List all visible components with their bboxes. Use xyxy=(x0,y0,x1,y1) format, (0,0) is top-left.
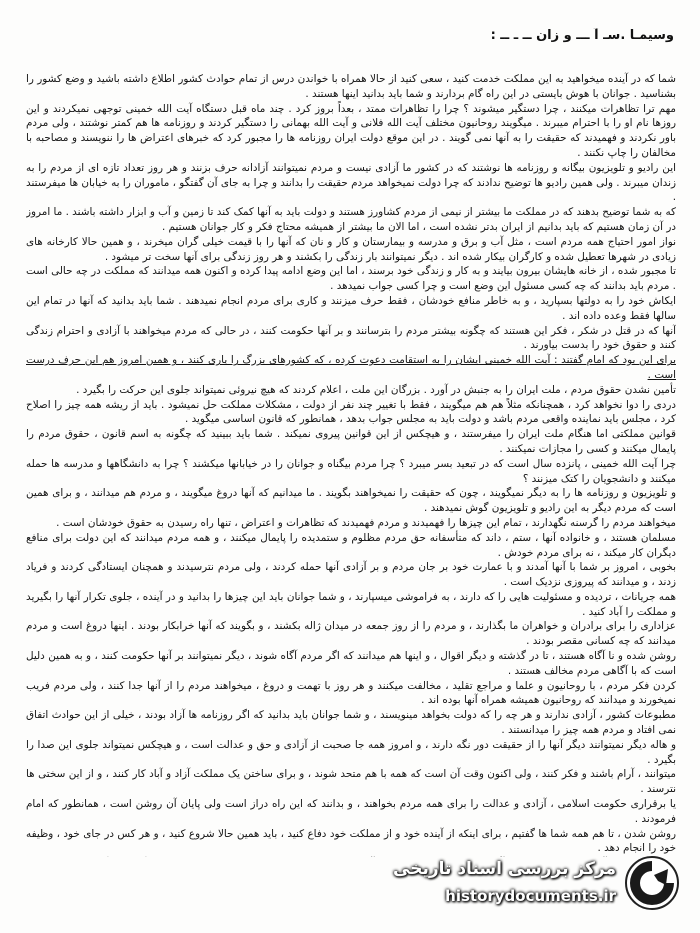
body-paragraph: مهم ترا تظاهرات میکنند ، چرا دستگیر میشوند ؟ چرا را تظاهرات ممتد ، بعداً بروز کرد . چند ماه قبل دستگاه آیت الله خمینی توجهی نمیکردند و این روزها نام او را با احترام میبرند . میگویند روحانیون مختلف آیت الله فلانی و آیت الله بهمانی را دستگیر کردند و روزنامه ها هم کمتر نوشتند ، ولی مردم باور نکردند و فهمیدند که حقیقت را به آنها نمی گویند . در این موقع دولت ایران روزنامه ها را مجبور کرد که خبرهای اعتراض ها را ننویسند و مصاحبه با مخالفان را چاپ نکنند . xyxy=(26,102,676,159)
body-paragraph: تا مجبور شده ، از خانه هایشان بیرون بیایند و به کار و زندگی خود برسند ، اما این وضع ادامه پیدا کرده و اکنون همه میدانند که مملکت در چه حالی است . مردم باید بدانند که چه کسی مسئول این وضع است و چرا کسی جواب نمیدهد . xyxy=(26,265,676,293)
body-paragraph: بخوبی ، امروز بر شما با آنها آمدند و با عمارت خود بر جان مردم و بر آزادی آنها حمله کردند ، ولی مردم نترسیدند و همچنان ایستادگی کردند و فریاد زدند ، و میدانند که پیروزی نزدیک است . xyxy=(26,561,676,589)
body-paragraph: و تلویزیون و روزنامه ها را به دیگر نمیگویند ، چون که حقیقت را نمیخواهند بگویند . ما میدانیم که آنها دروغ میگویند ، و مردم هم میدانند ، و برای همین است که مردم دیگر به این رادیو و تلویزیون گوش نمیدهند . xyxy=(26,487,676,515)
body-paragraph: ایکاش خود را به دولتها بسپارید ، و به خاطر منافع خودشان ، فقط حرف میزنند و کاری برای مردم انجام نمیدهند . شما باید بدانید که آنها در تمام این سالها فقط وعده داده اند . xyxy=(26,294,676,322)
watermark xyxy=(380,849,680,919)
body-paragraph: چرا آیت الله خمینی ، پانزده سال است که در تبعید بسر میبرد ؟ چرا مردم بیگناه و جوانان را در خیابانها میکشند ؟ چرا به دانشگاهها و مدرسه ها حمله میکنند و دانشجویان را کتک میزنند ؟ xyxy=(26,457,676,485)
body-paragraph: مطبوعات کشور ، آزادی ندارند و هر چه را که دولت بخواهد مینویسند ، و شما جوانان باید بدانید که اگر روزنامه ها آزاد بودند ، خیلی از این حوادث اتفاق نمی افتاد و مردم همه چیز را میدانستند . xyxy=(26,709,676,737)
document-body xyxy=(26,72,676,857)
body-paragraph: و هاله دیگر نمیتوانند دیگر آنها را از حقیقت دور نگه دارند ، و امروز همه جا صحبت از آزادی و حق و عدالت است ، و هیچکس نمیتواند جلوی این صدا را بگیرد . xyxy=(26,738,676,766)
archive-logo-icon xyxy=(624,855,680,911)
body-paragraph: تأمین نشدن حقوق مردم ، ملت ایران را به جنبش در آورد . بزرگان این ملت ، اعلام کردند که هیچ نیروئی نمیتواند جلوی این حرکت را بگیرد . xyxy=(76,383,676,396)
body-paragraph: عزاداری را برای برادران و خواهران ما بگذارند ، و مردم را از روز جمعه در میدان ژاله بکشند ، و بگویند که آنها خرابکار بودند . اینها دروغ است و مردم میدانند که چه کسانی مقصر بودند . xyxy=(26,620,676,648)
body-paragraph: همه جریانات ، تردیده و مسئولیت هایی را که دارند ، به فراموشی میسپارند ، و شما جوانان باید این چیزها را بدانید و در آینده ، جلوی تکرار آنها را بگیرید و مملکت را آباد کنید . xyxy=(26,590,676,618)
body-paragraph: این رادیو و تلویزیون بیگانه و روزنامه ها نوشتند که در کشور ما آزادی نیست و مردم نمیتوانند آزادانه حرف بزنند و هر روز تعداد تازه ای از مردم را به زندان میبرند . ولی همین رادیو ها توضیح ندادند که چرا دولت نمیخواهد مردم حقیقت را بدانند و چرا به جای آن گفتگو ، ماموران را به خیابان ها میفرستند . xyxy=(26,161,676,204)
body-paragraph: آنها که در قتل در شکر ، فکر این هستند که چگونه بیشتر مردم را بترسانند و بر آنها حکومت کنند ، در حالی که مردم میخواهند با آزادی و احترام زندگی کنند و حقوق خود را بدست بیاورند . xyxy=(26,324,676,352)
body-paragraph: قوانین مملکتی اما هنگام ملت ایران را میفرستند ، و هیچکس از این قوانین پیروی نمیکند . شما باید ببینید که چگونه به اسم قانون ، حقوق مردم را پایمال میکنند و کسی را مجازات نمیکنند . xyxy=(26,428,676,455)
body-paragraph: مسلمان هستند ، و خانواده آنها ، ستم ، داند که متأسفانه حق مردم مظلوم و ستمدیده را پایمال میکنند ، و همه مردم میدانند که این دولت برای منافع دیگران کار میکند ، نه برای مردم خودش . xyxy=(26,531,676,559)
body-paragraph: نواز امور احتیاج همه مردم است ، مثل آب و برق و مدرسه و بیمارستان و کار و نان که آنها را با قیمت خیلی گران میخرند ، و همین حالا کارخانه های زیادی در شهرها تعطیل شده و کارگران بیکار شده اند . دیگر نمیتوانند بار زندگی را بکشند و هر روز زندگی برای آنها سخت تر میشود . xyxy=(26,235,676,263)
body-paragraph: یا برقراری حکومت اسلامی ، آزادی و عدالت را برای همه مردم بخواهند ، و بدانند که این راه دراز است ولی پایان آن روشن است ، همانطور که امام فرمودند . xyxy=(26,798,676,825)
body-paragraph: روشن شدن ، تا هم همه شما ها گفتیم ، برای اینکه از آینده خود و از مملکت خود دفاع کنید ، باید همین حالا شروع کنید ، و هر کس در جای خود ، وظیفه خود را انجام دهد . xyxy=(26,827,676,855)
body-paragraph: دردی را دوا نخواهد کرد ، همچنانکه مثلاً هم هم میگویند ، فقط با تغییر چند نفر از دولت ، مشکلات مملکت حل نمیشود . باید از ریشه همه چیز را اصلاح کرد ، مجلس باید نماینده واقعی مردم باشد و دولت باید به مجلس جواب بدهد ، همانطور که قانون اساسی میگوید . xyxy=(26,398,676,426)
document-header: وسیمـا .سـ آ ـــ و زان ــ ـ ــ : xyxy=(490,28,674,43)
body-paragraph: میخواهند مردم را گرسنه نگهدارند ، تمام این چیزها را فهمیدند و مردم فهمیدند که تظاهرات و اعتراض ، تنها راه رسیدن به حقوق خودشان است . xyxy=(56,516,676,529)
watermark-url: historydocuments.ir xyxy=(445,887,616,905)
body-paragraph: شما که در آینده میخواهید به این مملکت خدمت کنید ، سعی کنید از حالا همراه با خواندن درس از تمام حوادث کشور اطلاع داشته باشید و وضع کشور را بشناسید . جوانان با هوش بایستی در این راه گام بردارند و شما باید بدانید اینها هستند . xyxy=(26,73,676,100)
body-paragraph: کردن فکر مردم ، با روحانیون و علما و مراجع تقلید ، مخالفت میکنند و هر روز با تهمت و دروغ ، میخواهند مردم را از آنها جدا کنند ، ولی مردم فریب نمیخورند و میدانند که روحانیون همیشه همراه آنها بوده اند . xyxy=(26,679,676,707)
body-paragraph: میتوانند ، آرام باشند و فکر کنند ، ولی اکنون وقت آن است که همه با هم متحد شوند ، و برای ساختن یک مملکت آزاد و آباد کار کنند ، و از این سختی ها نترسند . xyxy=(26,768,676,796)
body-paragraph: برای این بود که امام گفتند : آیت الله خمینی ایشان را به استقامت دعوت کرده ، که کشورهای بزرگ را یاری کنند ، و همین امروز هم این حرف درست است . xyxy=(26,354,676,381)
watermark-title: مرکز بررسی اسناد تاریخی xyxy=(393,859,616,879)
body-paragraph: که به شما توضیح بدهند که در مملکت ما بیشتر از نیمی از مردم کشاورز هستند و دولت باید به آنها کمک کند تا زمین و آب و ابزار داشته باشند . ما امروز در آن زمان هستیم که باید بدانیم از ایران بدتر نشده است ، اما الان ما بیشتر از همیشه محتاج فکر و کار جوانان هستیم . xyxy=(26,206,676,233)
body-paragraph: روشن شده و نا آگاه هستند ، تا در گذشته و دیگر اقوال ، و اینها هم میدانند که اگر مردم آگاه شوند ، دیگر نمیتوانند بر آنها حکومت کنند ، و به همین دلیل است که با آگاهی مردم مخالف هستند . xyxy=(26,650,676,677)
